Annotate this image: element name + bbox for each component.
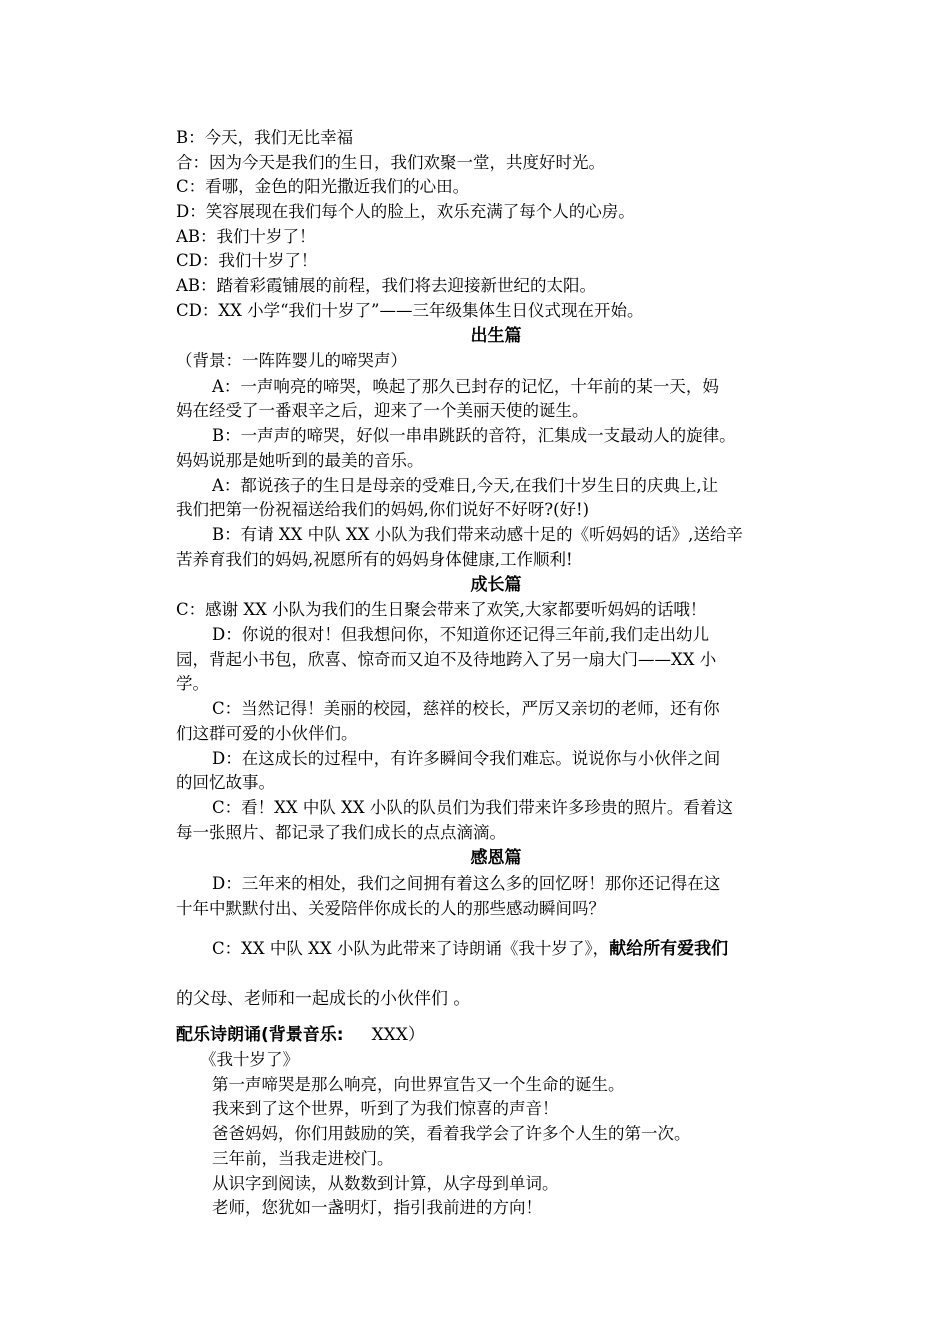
poem-heading bbox=[176, 1023, 425, 1047]
birth-line: B：有请 XX 中队 XX 小队为我们带来动感十足的《听妈妈的话》,送给辛 bbox=[212, 525, 743, 544]
growth-line: C：感谢 XX 小队为我们的生日聚会带来了欢笑,大家都要听妈妈的话哦！ bbox=[176, 600, 707, 619]
thanks-c-line bbox=[212, 937, 816, 961]
birth-line: 苦养育我们的妈妈,祝愿所有的妈妈身体健康,工作顺利! bbox=[176, 550, 573, 569]
thanks-c-line-cont: 的父母、老师和一起成长的小伙伴们 。 bbox=[176, 989, 471, 1009]
intro-line: C：看哪，金色的阳光撒近我们的心田。 bbox=[176, 177, 470, 196]
poem-line: 老师，您犹如一盏明灯，指引我前进的方向！ bbox=[212, 1198, 542, 1217]
growth-line: C：看！XX 中队 XX 小队的队员们为我们带来许多珍贵的照片。看着这 bbox=[212, 798, 733, 817]
intro-line: CD：XX 小学“我们十岁了”——三年级集体生日仪式现在开始。 bbox=[176, 301, 644, 320]
growth-line: D：在这成长的过程中，有许多瞬间令我们难忘。说说你与小伙伴之间 bbox=[212, 749, 721, 768]
growth-line: D：你说的很对！但我想问你，不知道你还记得三年前,我们走出幼儿 bbox=[212, 625, 709, 644]
birth-line: A：一声响亮的啼哭，唤起了那久已封存的记忆，十年前的某一天，妈 bbox=[212, 377, 719, 396]
growth-line: 学。 bbox=[176, 674, 209, 693]
poem-line: 第一声啼哭是那么响亮，向世界宣告又一个生命的诞生。 bbox=[212, 1075, 625, 1094]
thanks-c-line-start: C：XX 中队 XX 小队为此带来了诗朗诵《我十岁了》， bbox=[212, 939, 610, 958]
birth-line: B：一声声的啼哭，好似一串串跳跃的音符，汇集成一支最动人的旋律。 bbox=[212, 426, 736, 445]
thanks-line: 十年中默默付出、关爱陪伴你成长的人的那些感动瞬间吗？ bbox=[176, 899, 605, 918]
growth-line: 每一张照片、都记录了我们成长的点点滴滴。 bbox=[176, 823, 506, 842]
intro-line: AB：踏着彩霞铺展的前程，我们将去迎接新世纪的太阳。 bbox=[176, 276, 597, 295]
section-title-growth: 成长篇 bbox=[470, 575, 522, 595]
birth-line: 妈在经受了一番艰辛之后，迎来了一个美丽天使的诞生。 bbox=[176, 401, 589, 420]
thanks-c-line-bold: 献给所有爱我们 bbox=[609, 939, 729, 959]
intro-line: CD：我们十岁了！ bbox=[176, 251, 318, 270]
growth-line: C：当然记得！美丽的校园，慈祥的校长，严厉又亲切的老师，还有你 bbox=[212, 699, 720, 718]
birth-line: 妈妈说那是她听到的最美的音乐。 bbox=[176, 451, 424, 470]
thanks-line: D：三年来的相处，我们之间拥有着这么多的回忆呀！那你还记得在这 bbox=[212, 874, 721, 893]
birth-line: （背景：一阵阵婴儿的啼哭声） bbox=[176, 351, 407, 370]
poem-line: 从识字到阅读，从数数到计算，从字母到单词。 bbox=[212, 1174, 559, 1193]
section-title-thanks: 感恩篇 bbox=[470, 848, 522, 868]
section-title-birth: 出生篇 bbox=[470, 326, 522, 346]
intro-line: B：今天，我们无比幸福 bbox=[176, 128, 354, 147]
growth-line: 们这群可爱的小伙伴们。 bbox=[176, 724, 358, 743]
poem-title: 《我十岁了》 bbox=[200, 1050, 299, 1069]
growth-line: 的回忆故事。 bbox=[176, 773, 275, 792]
poem-line: 三年前，当我走进校门。 bbox=[212, 1149, 394, 1168]
birth-line: A：都说孩子的生日是母亲的受难日,今天,在我们十岁生日的庆典上,让 bbox=[212, 476, 719, 495]
intro-line: 合：因为今天是我们的生日，我们欢聚一堂，共度好时光。 bbox=[176, 153, 605, 172]
poem-line: 我来到了这个世界，听到了为我们惊喜的声音！ bbox=[212, 1099, 559, 1118]
birth-line: 我们把第一份祝福送给我们的妈妈,你们说好不好呀?(好!) bbox=[176, 500, 590, 519]
growth-line: 园，背起小书包，欣喜、惊奇而又迫不及待地跨入了另一扇大门——XX 小 bbox=[176, 650, 717, 669]
intro-line: AB：我们十岁了！ bbox=[176, 227, 316, 246]
poem-line: 爸爸妈妈，你们用鼓励的笑，看着我学会了许多个人生的第一次。 bbox=[212, 1124, 691, 1143]
poem-heading-label: 配乐诗朗诵(背景音乐: bbox=[176, 1025, 344, 1045]
intro-line: D：笑容展现在我们每个人的脸上，欢乐充满了每个人的心房。 bbox=[176, 202, 635, 221]
poem-music: XXX） bbox=[371, 1025, 425, 1045]
